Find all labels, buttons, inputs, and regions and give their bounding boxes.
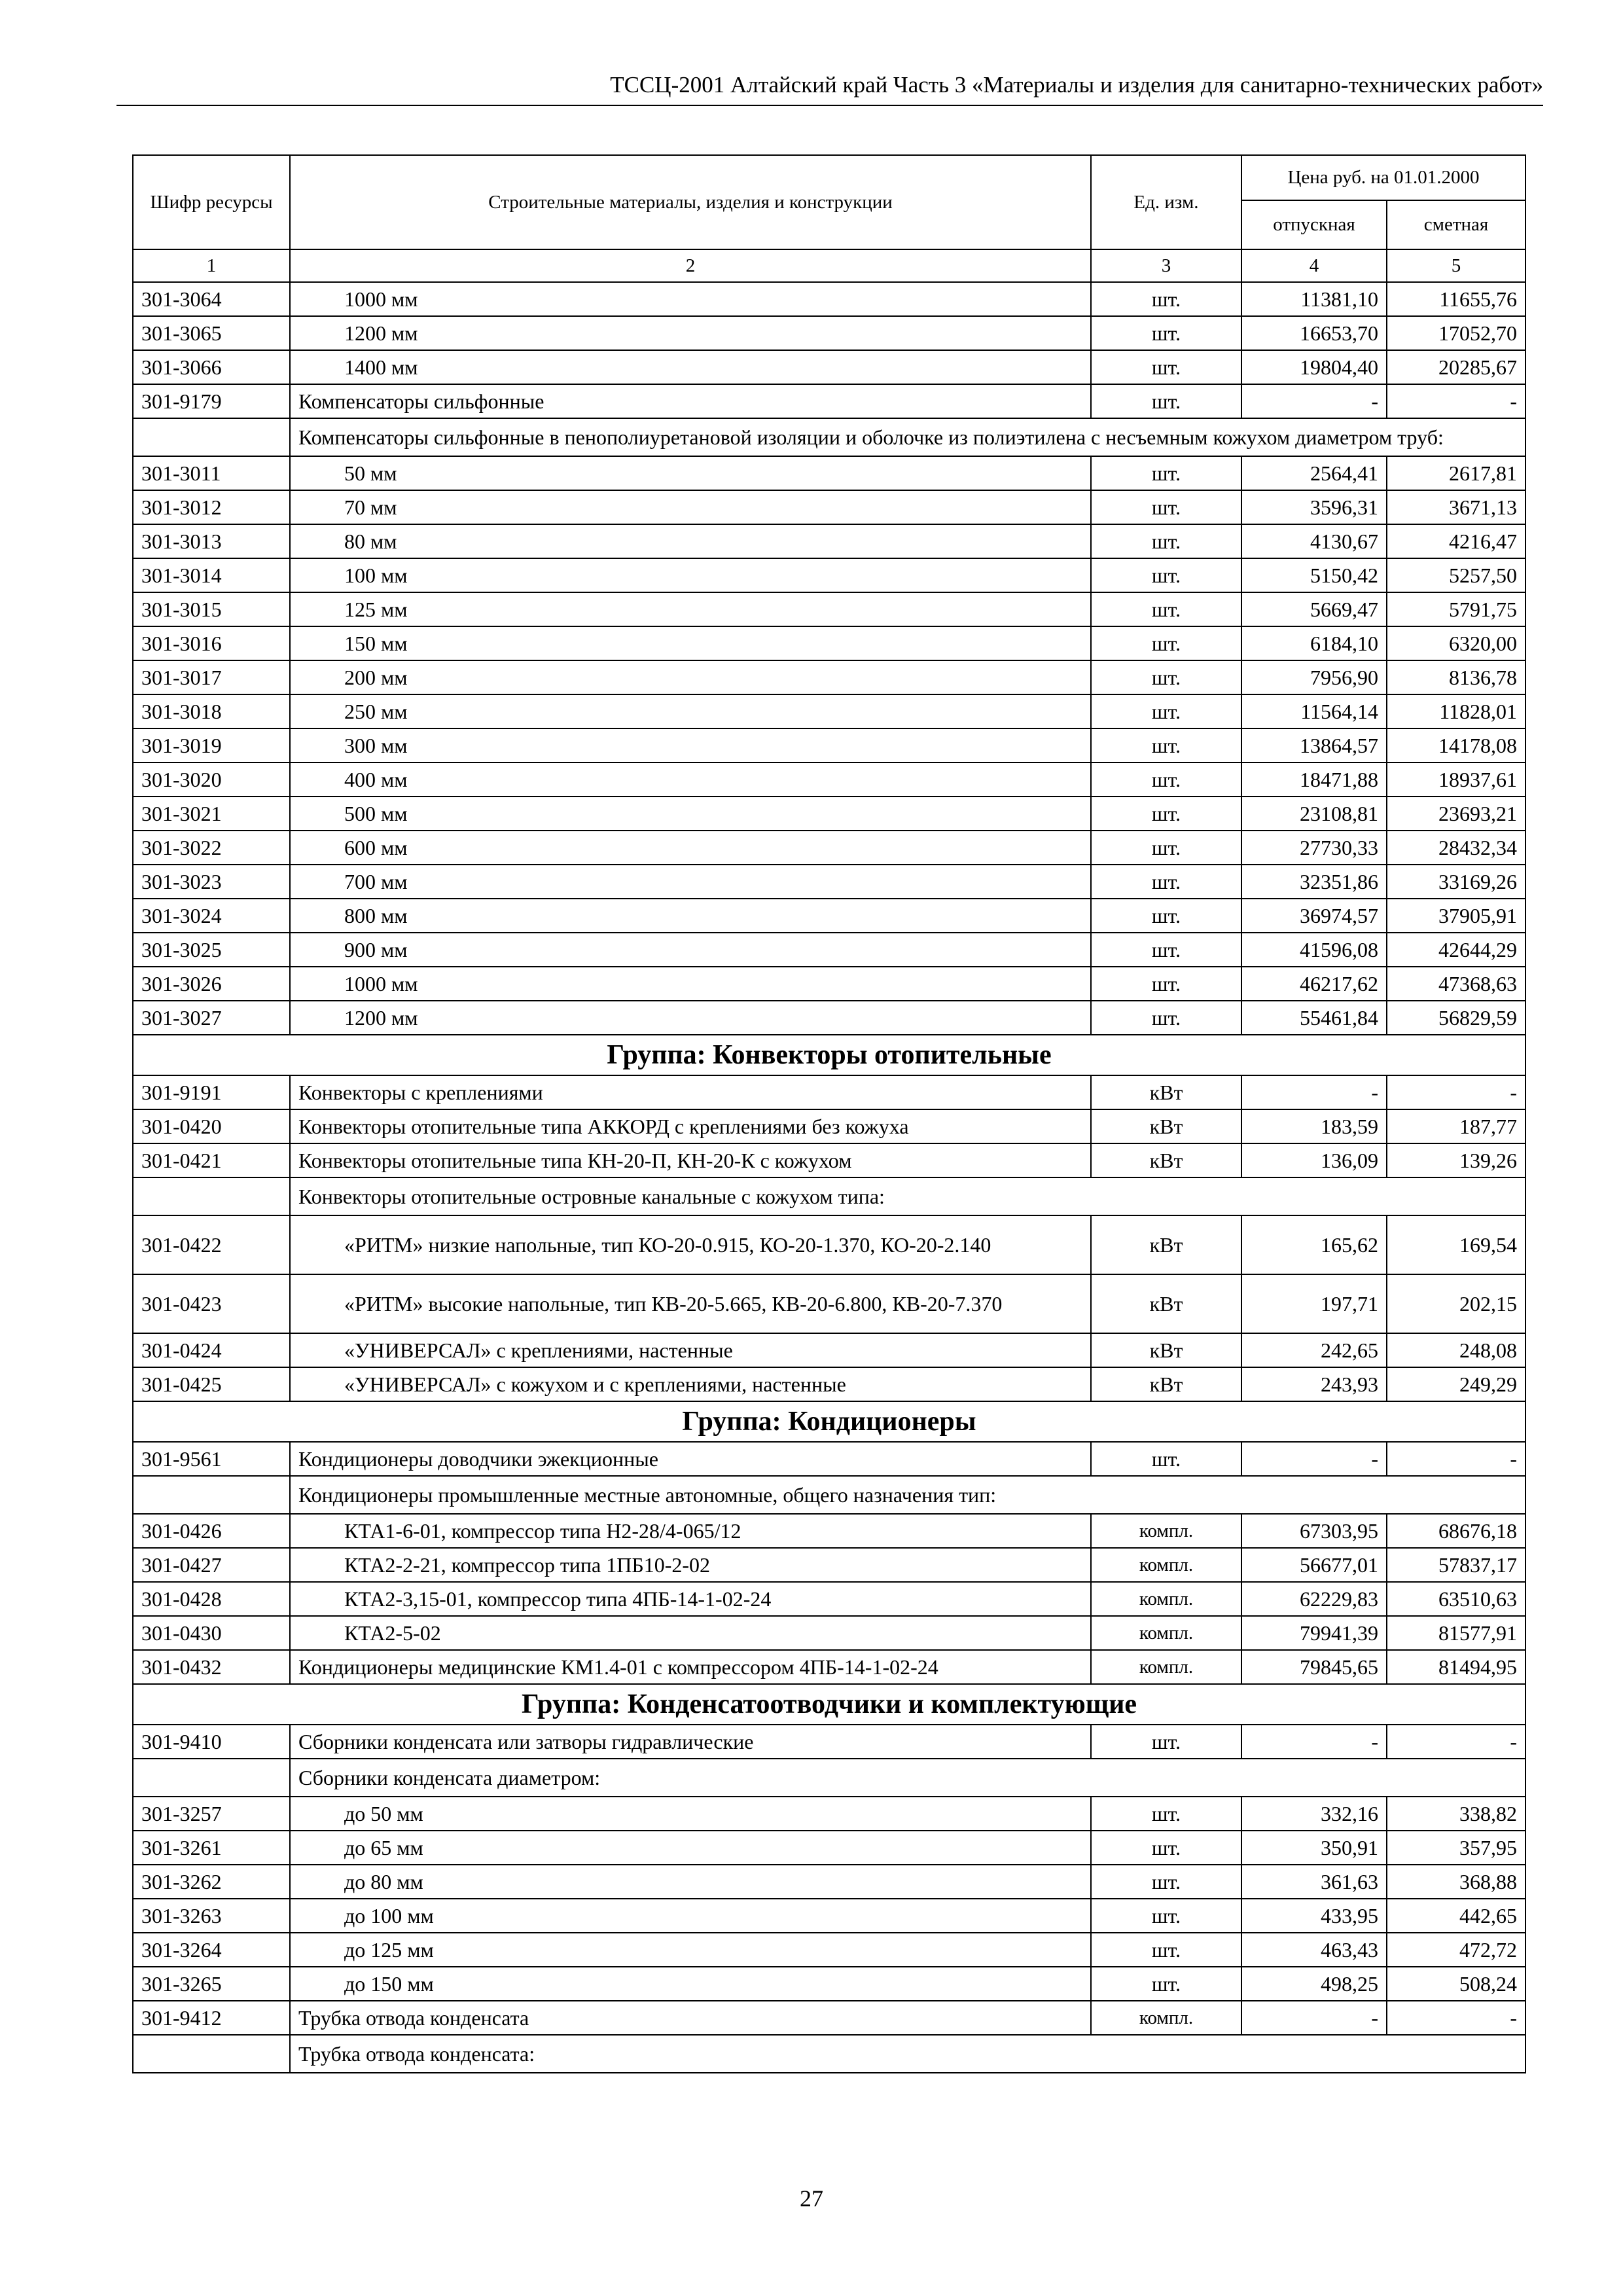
group-heading-row [133,1684,1525,1725]
price-estimate: 56829,59 [1387,1001,1525,1035]
price-release: 242,65 [1241,1333,1387,1367]
subheading-text: Кондиционеры промышленные местные автономные, общего назначения тип: [290,1476,1525,1514]
price-release: 13864,57 [1241,728,1387,762]
group-heading-row [133,1035,1525,1075]
table-row [133,933,1525,967]
unit-cell: шт. [1091,1442,1241,1476]
running-header: ТССЦ-2001 Алтайский край Часть 3 «Материалы и изделия для санитарно-технических работ» [610,72,1543,98]
price-release: 197,71 [1241,1274,1387,1333]
price-release: 332,16 [1241,1797,1387,1831]
resource-code: 301-3024 [133,899,290,933]
price-release: 11381,10 [1241,282,1387,316]
price-release: 5150,42 [1241,558,1387,592]
resource-code: 301-3022 [133,831,290,865]
price-release: 36974,57 [1241,899,1387,933]
price-release: 243,93 [1241,1367,1387,1401]
price-release: 79941,39 [1241,1616,1387,1650]
item-name: Конвекторы отопительные типа КН-20-П, КН-20-К с кожухом [290,1143,1091,1177]
empty-code-cell [133,2035,290,2073]
item-name: 200 мм [290,660,1091,694]
item-name: «РИТМ» высокие напольные, тип КВ-20-5.665, КВ-20-6.800, КВ-20-7.370 [290,1274,1091,1333]
price-estimate: - [1387,1442,1525,1476]
price-release: 3596,31 [1241,490,1387,524]
price-release: 463,43 [1241,1933,1387,1967]
table-row [133,694,1525,728]
item-name: 100 мм [290,558,1091,592]
table-row [133,865,1525,899]
resource-code: 301-3264 [133,1933,290,1967]
empty-code-cell [133,1476,290,1514]
unit-cell: кВт [1091,1333,1241,1367]
resource-code: 301-0426 [133,1514,290,1548]
price-release: 16653,70 [1241,316,1387,350]
resource-code: 301-3066 [133,350,290,384]
resource-code: 301-0430 [133,1616,290,1650]
resource-code: 301-3023 [133,865,290,899]
unit-cell: шт. [1091,728,1241,762]
unit-cell: шт. [1091,865,1241,899]
table-row [133,728,1525,762]
resource-code: 301-3019 [133,728,290,762]
unit-cell: шт. [1091,1725,1241,1759]
price-estimate: 248,08 [1387,1333,1525,1367]
price-estimate: - [1387,384,1525,418]
price-release: 433,95 [1241,1899,1387,1933]
unit-cell: шт. [1091,1865,1241,1899]
table-row [133,1582,1525,1616]
resource-code: 301-0420 [133,1109,290,1143]
price-estimate: - [1387,1725,1525,1759]
unit-cell: кВт [1091,1274,1241,1333]
resource-code: 301-0427 [133,1548,290,1582]
price-release: 32351,86 [1241,865,1387,899]
group-heading: Группа: Кондиционеры [133,1401,1525,1442]
resource-code: 301-3011 [133,456,290,490]
price-release: 27730,33 [1241,831,1387,865]
price-estimate: 81577,91 [1387,1616,1525,1650]
item-name: 1200 мм [290,1001,1091,1035]
subheading-row [133,2035,1525,2073]
price-release: 79845,65 [1241,1650,1387,1684]
unit-cell: шт. [1091,694,1241,728]
resource-code: 301-3065 [133,316,290,350]
price-estimate: 11655,76 [1387,282,1525,316]
price-estimate: 3671,13 [1387,490,1525,524]
price-estimate: 187,77 [1387,1109,1525,1143]
price-estimate: - [1387,1075,1525,1109]
col-code-header: Шифр ресурсы [133,155,290,249]
col-number: 2 [290,249,1091,282]
resource-code: 301-3257 [133,1797,290,1831]
item-name: до 125 мм [290,1933,1091,1967]
price-release: 55461,84 [1241,1001,1387,1035]
resource-code: 301-3012 [133,490,290,524]
resource-code: 301-9412 [133,2001,290,2035]
unit-cell: шт. [1091,1933,1241,1967]
item-name: Конвекторы отопительные типа АККОРД с креплениями без кожуха [290,1109,1091,1143]
price-release: 62229,83 [1241,1582,1387,1616]
table-row [133,1367,1525,1401]
table-row [133,350,1525,384]
subheading-text: Сборники конденсата диаметром: [290,1759,1525,1797]
column-numbers-row [133,249,1525,282]
table-row [133,384,1525,418]
resource-code: 301-3013 [133,524,290,558]
item-name: до 80 мм [290,1865,1091,1899]
price-estimate: 42644,29 [1387,933,1525,967]
page-number: 27 [800,2185,823,2212]
price-estimate: 47368,63 [1387,967,1525,1001]
table-row [133,1933,1525,1967]
item-name: КТА2-2-21, компрессор типа 1ПБ10-2-02 [290,1548,1091,1582]
subheading-row [133,1177,1525,1215]
unit-cell: шт. [1091,967,1241,1001]
subheading-text: Конвекторы отопительные островные канальные с кожухом типа: [290,1177,1525,1215]
table-row [133,1725,1525,1759]
col-number: 3 [1091,249,1241,282]
resource-code: 301-3017 [133,660,290,694]
unit-cell: шт. [1091,899,1241,933]
table-row [133,967,1525,1001]
resource-code: 301-9179 [133,384,290,418]
item-name: «УНИВЕРСАЛ» с кожухом и с креплениями, настенные [290,1367,1091,1401]
price-estimate: 11828,01 [1387,694,1525,728]
price-estimate: 508,24 [1387,1967,1525,2001]
unit-cell: шт. [1091,316,1241,350]
price-estimate: 169,54 [1387,1215,1525,1274]
resource-code: 301-3027 [133,1001,290,1035]
header-rule [116,105,1543,106]
resource-code: 301-3265 [133,1967,290,2001]
unit-cell: шт. [1091,831,1241,865]
table-row [133,282,1525,316]
price-release: - [1241,1442,1387,1476]
unit-cell: шт. [1091,524,1241,558]
resource-code: 301-3021 [133,797,290,831]
unit-cell: шт. [1091,1001,1241,1035]
item-name: 125 мм [290,592,1091,626]
table-row [133,316,1525,350]
unit-cell: шт. [1091,797,1241,831]
item-name: 70 мм [290,490,1091,524]
table-row [133,1442,1525,1476]
item-name: 800 мм [290,899,1091,933]
col-price-group-header: Цена руб. на 01.01.2000 [1241,155,1525,200]
item-name: 700 мм [290,865,1091,899]
price-release: 136,09 [1241,1143,1387,1177]
table-row [133,558,1525,592]
table-row [133,592,1525,626]
col-price-estimate-header: сметная [1387,200,1525,249]
resource-code: 301-9561 [133,1442,290,1476]
table-row [133,1865,1525,1899]
unit-cell: шт. [1091,350,1241,384]
col-name-header: Строительные материалы, изделия и конструкции [290,155,1091,249]
price-estimate: 28432,34 [1387,831,1525,865]
group-heading: Группа: Конденсатоотводчики и комплектующие [133,1684,1525,1725]
table-row [133,1548,1525,1582]
unit-cell: шт. [1091,490,1241,524]
item-name: до 65 мм [290,1831,1091,1865]
unit-cell: шт. [1091,1831,1241,1865]
item-name: 250 мм [290,694,1091,728]
price-estimate: 57837,17 [1387,1548,1525,1582]
item-name: 1200 мм [290,316,1091,350]
item-name: Кондиционеры медицинские КМ1.4-01 с компрессором 4ПБ-14-1-02-24 [290,1650,1091,1684]
table-row [133,490,1525,524]
price-estimate: 472,72 [1387,1933,1525,1967]
price-table [132,154,1526,2073]
unit-cell: кВт [1091,1075,1241,1109]
table-row [133,1967,1525,2001]
item-name: «РИТМ» низкие напольные, тип КО-20-0.915, КО-20-1.370, КО-20-2.140 [290,1215,1091,1274]
item-name: «УНИВЕРСАЛ» с креплениями, настенные [290,1333,1091,1367]
item-name: 400 мм [290,762,1091,797]
empty-code-cell [133,1177,290,1215]
item-name: 900 мм [290,933,1091,967]
item-name: 500 мм [290,797,1091,831]
unit-cell: шт. [1091,384,1241,418]
unit-cell: шт. [1091,592,1241,626]
price-estimate: 17052,70 [1387,316,1525,350]
price-estimate: 338,82 [1387,1797,1525,1831]
resource-code: 301-0424 [133,1333,290,1367]
unit-cell: шт. [1091,660,1241,694]
price-release: - [1241,1075,1387,1109]
unit-cell: компл. [1091,1514,1241,1548]
subheading-row [133,1476,1525,1514]
price-release: 350,91 [1241,1831,1387,1865]
unit-cell: шт. [1091,626,1241,660]
table-row [133,524,1525,558]
table-row [133,1831,1525,1865]
price-estimate: 63510,63 [1387,1582,1525,1616]
unit-cell: кВт [1091,1109,1241,1143]
resource-code: 301-3016 [133,626,290,660]
unit-cell: кВт [1091,1367,1241,1401]
subheading-row [133,1759,1525,1797]
empty-code-cell [133,1759,290,1797]
item-name: КТА2-3,15-01, компрессор типа 4ПБ-14-1-02-24 [290,1582,1091,1616]
col-number: 5 [1387,249,1525,282]
price-release: 183,59 [1241,1109,1387,1143]
table-row [133,660,1525,694]
price-estimate: 249,29 [1387,1367,1525,1401]
item-name: до 50 мм [290,1797,1091,1831]
price-estimate: 18937,61 [1387,762,1525,797]
unit-cell: шт. [1091,282,1241,316]
table-row [133,899,1525,933]
price-estimate: 14178,08 [1387,728,1525,762]
price-estimate: 5257,50 [1387,558,1525,592]
unit-cell: компл. [1091,1548,1241,1582]
price-estimate: 8136,78 [1387,660,1525,694]
item-name: до 100 мм [290,1899,1091,1933]
item-name: КТА2-5-02 [290,1616,1091,1650]
table-row [133,1075,1525,1109]
price-estimate: 33169,26 [1387,865,1525,899]
item-name: 1000 мм [290,282,1091,316]
item-name: Трубка отвода конденсата [290,2001,1091,2035]
unit-cell: кВт [1091,1143,1241,1177]
table-row [133,1215,1525,1274]
resource-code: 301-0421 [133,1143,290,1177]
table-row [133,1333,1525,1367]
group-heading: Группа: Конвекторы отопительные [133,1035,1525,1075]
unit-cell: шт. [1091,558,1241,592]
subheading-text: Трубка отвода конденсата: [290,2035,1525,2073]
resource-code: 301-3026 [133,967,290,1001]
table-row [133,1797,1525,1831]
item-name: 150 мм [290,626,1091,660]
table-row [133,1650,1525,1684]
price-release: 6184,10 [1241,626,1387,660]
table-row [133,626,1525,660]
item-name: до 150 мм [290,1967,1091,2001]
price-release: 18471,88 [1241,762,1387,797]
item-name: 300 мм [290,728,1091,762]
price-estimate: 139,26 [1387,1143,1525,1177]
resource-code: 301-0422 [133,1215,290,1274]
price-release: 46217,62 [1241,967,1387,1001]
price-estimate: 368,88 [1387,1865,1525,1899]
price-release: 165,62 [1241,1215,1387,1274]
resource-code: 301-3263 [133,1899,290,1933]
price-release: 23108,81 [1241,797,1387,831]
price-estimate: - [1387,2001,1525,2035]
unit-cell: шт. [1091,456,1241,490]
price-release: 498,25 [1241,1967,1387,2001]
table-row [133,1514,1525,1548]
item-name: КТА1-6-01, компрессор типа Н2-28/4-065/12 [290,1514,1091,1548]
resource-code: 301-9191 [133,1075,290,1109]
price-estimate: 68676,18 [1387,1514,1525,1548]
price-release: - [1241,2001,1387,2035]
price-estimate: 6320,00 [1387,626,1525,660]
resource-code: 301-0425 [133,1367,290,1401]
price-estimate: 4216,47 [1387,524,1525,558]
item-name: Кондиционеры доводчики эжекционные [290,1442,1091,1476]
table-row [133,456,1525,490]
subheading-row [133,418,1525,456]
resource-code: 301-0432 [133,1650,290,1684]
resource-code: 301-3064 [133,282,290,316]
price-release: - [1241,1725,1387,1759]
price-release: 2564,41 [1241,456,1387,490]
table-row [133,1274,1525,1333]
unit-cell: компл. [1091,1582,1241,1616]
price-estimate: 442,65 [1387,1899,1525,1933]
resource-code: 301-3020 [133,762,290,797]
price-estimate: 23693,21 [1387,797,1525,831]
price-estimate: 202,15 [1387,1274,1525,1333]
table-body [133,282,1525,2073]
table-row [133,762,1525,797]
price-release: 7956,90 [1241,660,1387,694]
unit-cell: компл. [1091,2001,1241,2035]
item-name: 1000 мм [290,967,1091,1001]
unit-cell: компл. [1091,1616,1241,1650]
table-row [133,1616,1525,1650]
resource-code: 301-3014 [133,558,290,592]
price-release: - [1241,384,1387,418]
item-name: 1400 мм [290,350,1091,384]
price-release: 361,63 [1241,1865,1387,1899]
resource-code: 301-9410 [133,1725,290,1759]
resource-code: 301-0428 [133,1582,290,1616]
price-estimate: 81494,95 [1387,1650,1525,1684]
price-release: 5669,47 [1241,592,1387,626]
price-release: 41596,08 [1241,933,1387,967]
item-name: Сборники конденсата или затворы гидравлические [290,1725,1091,1759]
resource-code: 301-3025 [133,933,290,967]
item-name: Компенсаторы сильфонные [290,384,1091,418]
item-name: 80 мм [290,524,1091,558]
price-estimate: 2617,81 [1387,456,1525,490]
table-row [133,797,1525,831]
table-row [133,1001,1525,1035]
table-row [133,1899,1525,1933]
price-release: 19804,40 [1241,350,1387,384]
price-estimate: 37905,91 [1387,899,1525,933]
price-release: 4130,67 [1241,524,1387,558]
price-estimate: 5791,75 [1387,592,1525,626]
price-release: 11564,14 [1241,694,1387,728]
resource-code: 301-3015 [133,592,290,626]
unit-cell: шт. [1091,1797,1241,1831]
resource-code: 301-3262 [133,1865,290,1899]
price-release: 67303,95 [1241,1514,1387,1548]
subheading-text: Компенсаторы сильфонные в пенополиуретановой изоляции и оболочке из полиэтилена с несъемным кожухом диаметром труб: [290,418,1525,456]
empty-code-cell [133,418,290,456]
unit-cell: шт. [1091,762,1241,797]
unit-cell: шт. [1091,1899,1241,1933]
resource-code: 301-3018 [133,694,290,728]
table-row [133,831,1525,865]
unit-cell: шт. [1091,933,1241,967]
unit-cell: компл. [1091,1650,1241,1684]
unit-cell: шт. [1091,1967,1241,2001]
col-price-release-header: отпускная [1241,200,1387,249]
table-row [133,1143,1525,1177]
group-heading-row [133,1401,1525,1442]
resource-code: 301-0423 [133,1274,290,1333]
col-number: 1 [133,249,290,282]
item-name: 600 мм [290,831,1091,865]
table-row [133,2001,1525,2035]
item-name: 50 мм [290,456,1091,490]
unit-cell: кВт [1091,1215,1241,1274]
price-estimate: 20285,67 [1387,350,1525,384]
item-name: Конвекторы с креплениями [290,1075,1091,1109]
price-release: 56677,01 [1241,1548,1387,1582]
col-unit-header: Ед. изм. [1091,155,1241,249]
resource-code: 301-3261 [133,1831,290,1865]
col-number: 4 [1241,249,1387,282]
price-estimate: 357,95 [1387,1831,1525,1865]
table-row [133,1109,1525,1143]
